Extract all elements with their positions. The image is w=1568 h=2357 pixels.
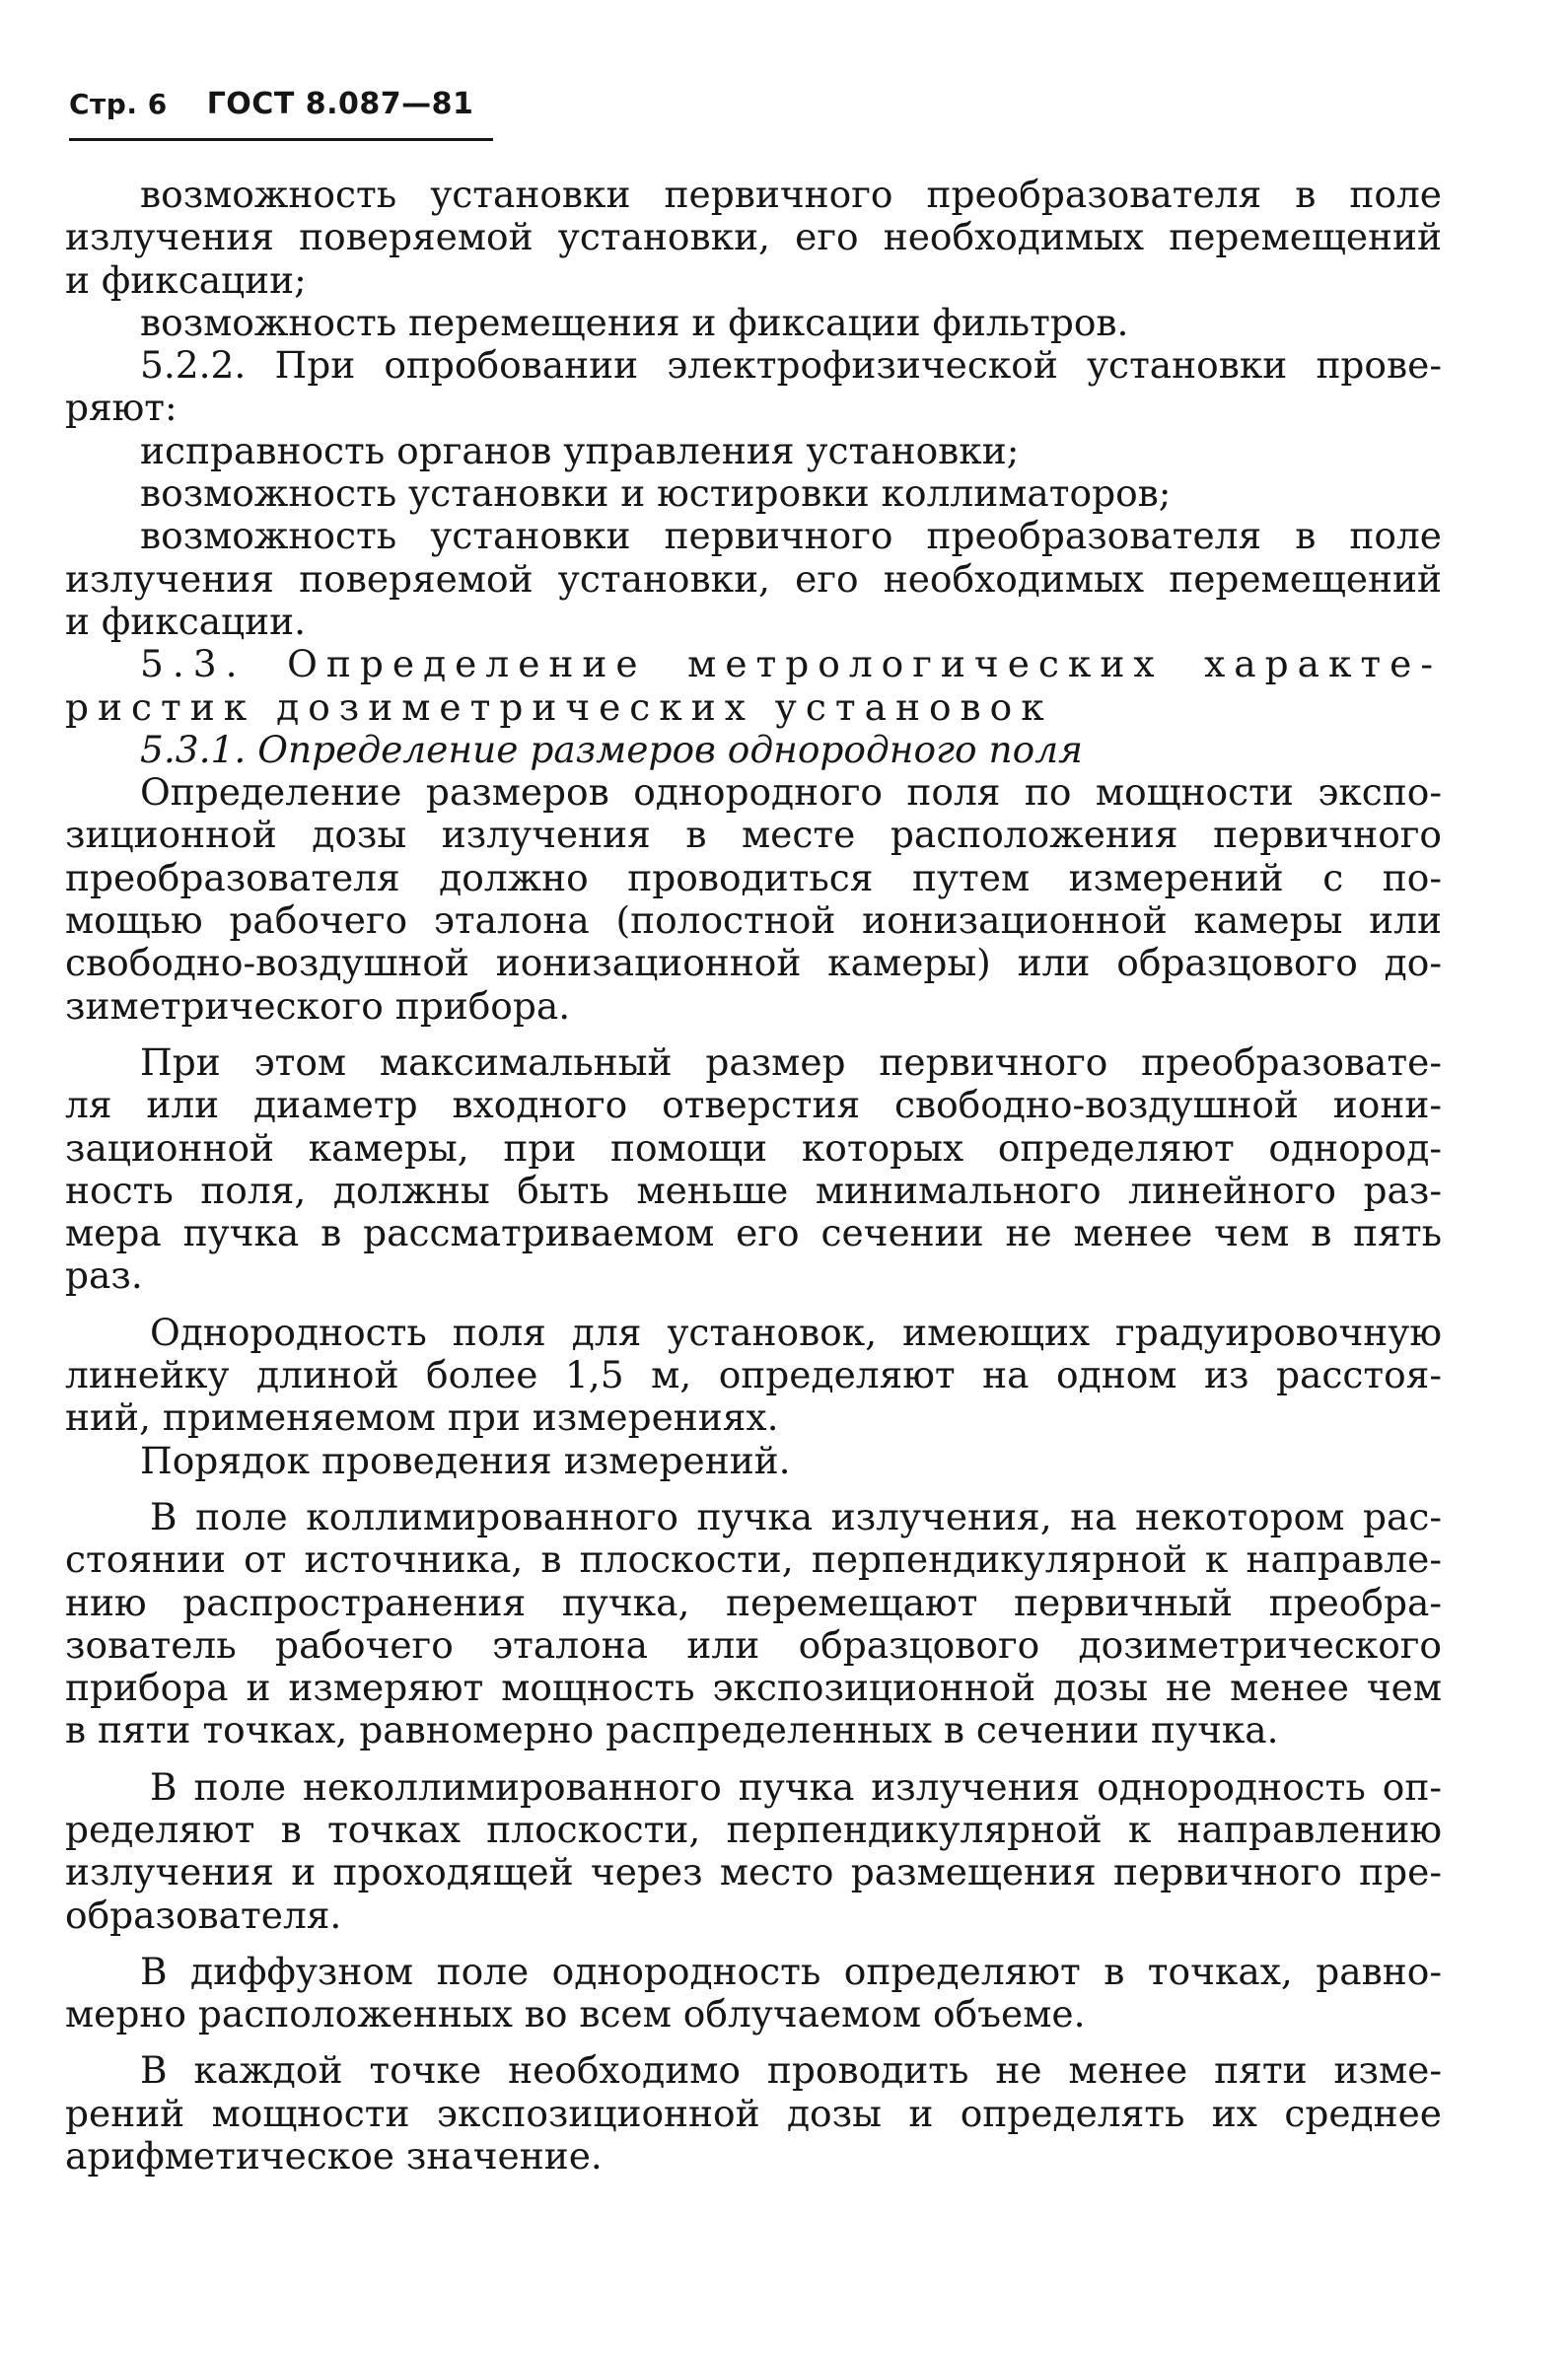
text-line: В каждой точке необходимо проводить не менее пяти изме- (140, 2049, 1442, 2093)
text-line: и фиксации; (65, 258, 307, 302)
text-line: нию распространения пучка, перемещают первичный преобра- (65, 1581, 1442, 1624)
text-line: Порядок проведения измерений. (140, 1439, 791, 1482)
text-line: зователь рабочего эталона или образцового дозиметрического (65, 1623, 1442, 1667)
text-line: 5.2.2. При опробовании электрофизической установки прове- (140, 344, 1442, 388)
page-number: Стр. 6 (69, 88, 168, 120)
text-line: образователя. (65, 1893, 342, 1937)
document-body (65, 174, 1442, 2178)
header-divider (69, 138, 493, 141)
text-line: При этом максимальный размер первичного преобразовате- (140, 1040, 1442, 1084)
text-line: в пяти точках, равномерно распределенных в сечении пучка. (65, 1709, 1279, 1752)
text-line: исправность органов управления установки; (140, 429, 1020, 472)
section-heading: 5.3. Определение метрологических характе- (140, 643, 1442, 686)
text-line: линейку длиной более 1,5 м, определяют на одном из расстоя- (65, 1354, 1442, 1397)
text-line: зиционной дозы излучения в месте расположения первичного (65, 814, 1442, 857)
text-line: зационной камеры, при помощи которых определяют однород- (65, 1126, 1442, 1170)
text-line: рений мощности экспозиционной дозы и определять их среднее (65, 2092, 1442, 2135)
text-line: зиметрического прибора. (65, 984, 571, 1028)
text-line: ля или диаметр входного отверстия свободно-воздушной иони- (65, 1084, 1442, 1127)
text-line: ряют: (65, 387, 178, 430)
text-line: возможность установки и юстировки коллиматоров; (140, 472, 1172, 516)
subsection-heading: 5.3.1. Определение размеров однородного поля (140, 728, 1083, 771)
text-line: излучения поверяемой установки, его необходимых перемещений (65, 557, 1442, 601)
page-header (69, 87, 473, 121)
text-line: и фиксации. (65, 600, 307, 643)
text-line: В поле коллимированного пучка излучения, на некотором рас- (150, 1495, 1442, 1538)
text-line: арифметическое значение. (65, 2135, 603, 2178)
text-line: свободно-воздушной ионизационной камеры) или образцового до- (65, 942, 1442, 985)
text-line: возможность перемещения и фиксации фильтров. (140, 301, 1129, 344)
standard-code: ГОСТ 8.087—81 (206, 87, 474, 121)
text-line: ределяют в точках плоскости, перпендикулярной к направлению (65, 1808, 1442, 1851)
text-line: раз. (65, 1254, 143, 1298)
text-line: возможность установки первичного преобразователя в поле (140, 174, 1442, 216)
text-line: мера пучка в рассматриваемом его сечении не менее чем в пять (65, 1212, 1442, 1255)
text-line: Однородность поля для установок, имеющих градуировочную (150, 1311, 1442, 1354)
text-line: В диффузном поле однородность определяют в точках, равно- (140, 1950, 1442, 1993)
text-line: Определение размеров однородного поля по мощности экспо- (140, 771, 1442, 815)
text-line: В поле неколлимированного пучка излучения однородность оп- (150, 1765, 1442, 1809)
text-line: излучения и проходящей через место размещения первичного пре- (65, 1851, 1442, 1894)
text-line: преобразователя должно проводиться путем измерений с по- (65, 856, 1442, 899)
text-line: ний, применяемом при измерениях. (65, 1396, 779, 1440)
text-line: стоянии от источника, в плоскости, перпендикулярной к направле- (65, 1538, 1442, 1582)
section-heading: ристик дозиметрических установок (65, 685, 1053, 729)
text-line: излучения поверяемой установки, его необходимых перемещений (65, 216, 1442, 259)
text-line: возможность установки первичного преобразователя в поле (140, 515, 1442, 558)
text-line: ность поля, должны быть меньше минимального линейного раз- (65, 1169, 1442, 1212)
text-line: прибора и измеряют мощность экспозиционной дозы не менее чем (65, 1667, 1442, 1710)
text-line: мощью рабочего эталона (полостной ионизационной камеры или (65, 899, 1442, 943)
text-line: мерно расположенных во всем облучаемом объеме. (65, 1993, 1086, 2036)
